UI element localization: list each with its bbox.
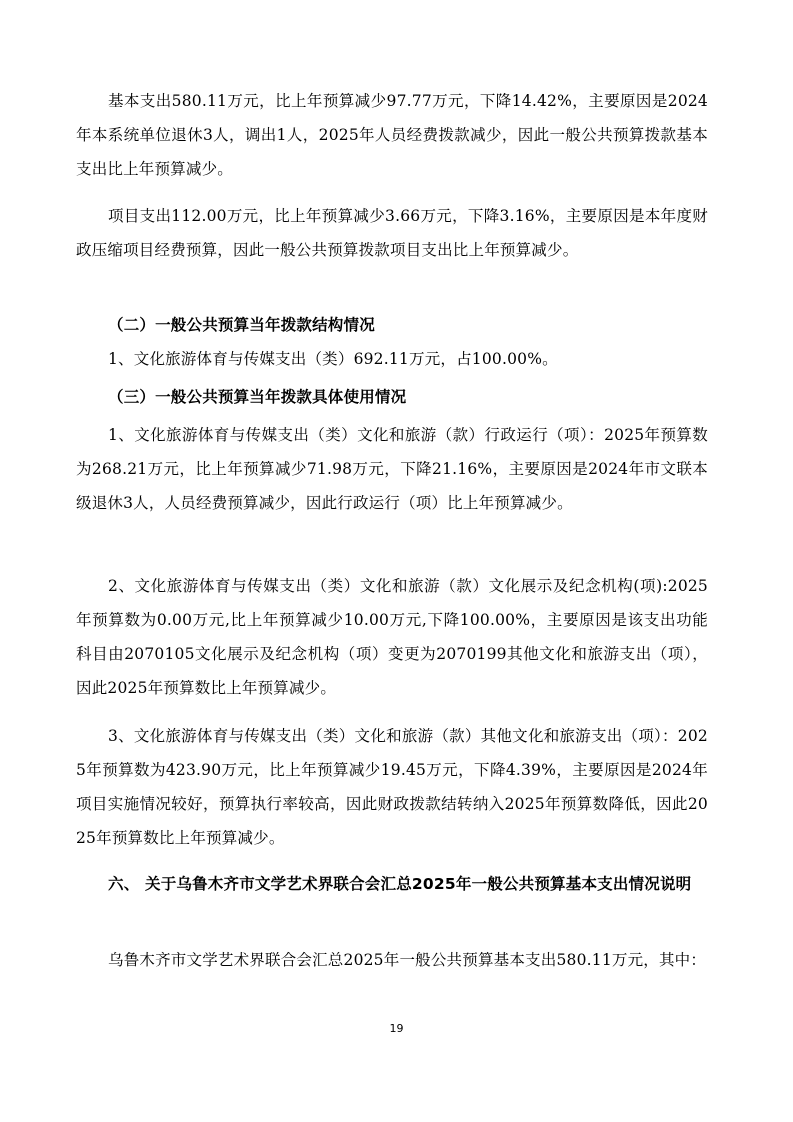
paragraph-usage-item-2: 2、文化旅游体育与传媒支出（类）文化和旅游（款）文化展示及纪念机构(项):2025年预算数为0.00万元,比上年预算减少10.00万元,下降100.00%，主要原因是该支出功能科目由2070105文化展示及纪念机构（项）变更为2070199其他文化和旅游支出（项），因此2025年预算数比上年预算减少。 [76,577,708,697]
section-heading-six: 六、 关于乌鲁木齐市文学艺术界联合会汇总2025年一般公共预算基本支出情况说明 [108,875,692,893]
section-heading-structure: （二）一般公共预算当年拨款结构情况 [108,316,375,334]
paragraph-basic-expenditure-summary: 乌鲁木齐市文学艺术界联合会汇总2025年一般公共预算基本支出580.11万元，其中： [108,951,707,969]
paragraph-structure-item-1: 1、文化旅游体育与传媒支出（类）692.11万元，占100.00%。 [108,350,558,368]
paragraph-project-expenditure: 项目支出112.00万元，比上年预算减少3.66万元，下降3.16%，主要原因是本年度财政压缩项目经费预算，因此一般公共预算拨款项目支出比上年预算减少。 [76,207,708,259]
paragraph-usage-item-1: 1、文化旅游体育与传媒支出（类）文化和旅游（款）行政运行（项）：2025年预算数为268.21万元，比上年预算减少71.98万元，下降21.16%，主要原因是2024年市文联本级退休3人，人员经费预算减少，因此行政运行（项）比上年预算减少。 [76,426,708,512]
page-number: 19 [389,1022,404,1035]
section-heading-usage: （三）一般公共预算当年拨款具体使用情况 [108,388,407,406]
paragraph-usage-item-3: 3、文化旅游体育与传媒支出（类）文化和旅游（款）其他文化和旅游支出（项）：2025年预算数为423.90万元，比上年预算减少19.45万元，下降4.39%，主要原因是2024年项目实施情况较好，预算执行率较高，因此财政拨款结转纳入2025年预算数降低，因此2025年预算数比上年预算减少。 [76,727,708,847]
paragraph-basic-expenditure: 基本支出580.11万元，比上年预算减少97.77万元，下降14.42%，主要原因是2024年本系统单位退休3人，调出1人，2025年人员经费拨款减少，因此一般公共预算拨款基本支出比上年预算减少。 [76,92,708,178]
